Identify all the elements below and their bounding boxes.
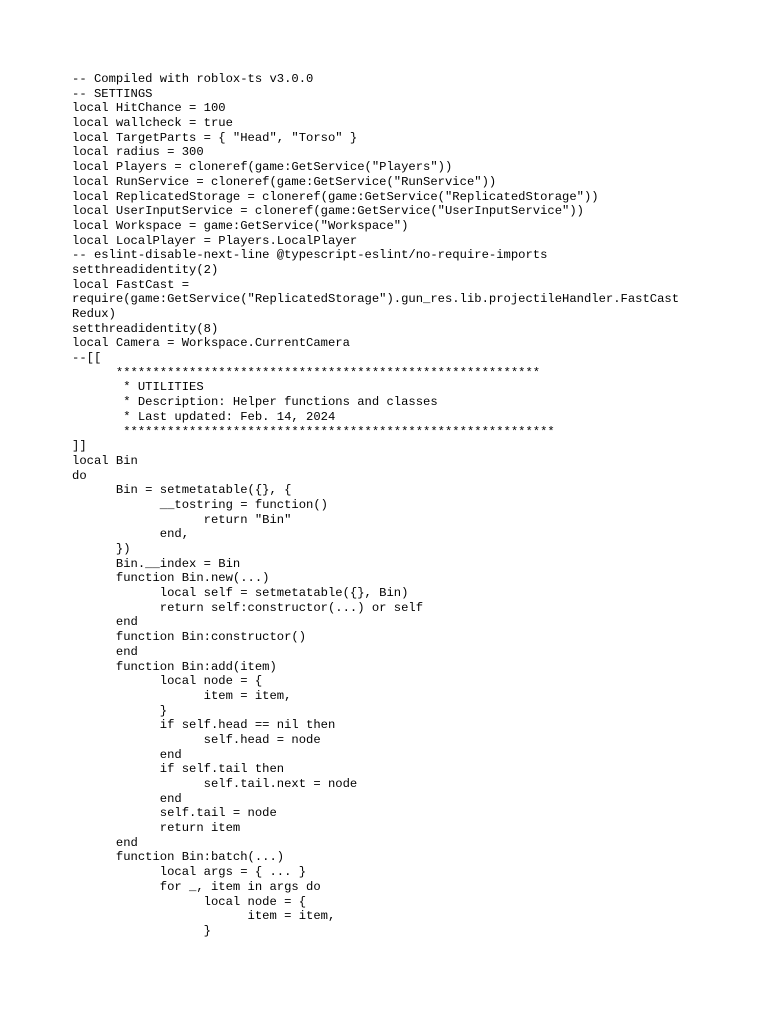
code-line: setthreadidentity(2) [72,262,219,277]
code-line: self.tail = node [72,806,277,821]
code-line: end [72,791,182,806]
code-line: -- SETTINGS [72,86,153,101]
code-line: do [72,468,87,483]
code-line: local HitChance = 100 [72,101,226,116]
code-line: if self.tail then [72,762,285,777]
code-line: ]] [72,439,87,454]
code-line: require(game:GetService("ReplicatedStorage").gun_res.lib.projectileHandler.FastCast [72,292,680,307]
code-line: -- eslint-disable-next-line @typescript-eslint/no-require-imports [72,248,548,263]
code-line: *********************************************************** [72,424,555,439]
code-line: local args = { ... } [72,865,307,880]
code-line: function Bin.new(...) [72,571,270,586]
code-line: if self.head == nil then [72,718,336,733]
code-line: local Workspace = game:GetService("Workspace") [72,218,409,233]
code-line: self.tail.next = node [72,777,358,791]
code-line: __tostring = function() [72,497,328,512]
code-line: local UserInputService = cloneref(game:GetService("UserInputService")) [72,204,584,219]
code-line: Bin.__index = Bin [72,556,241,571]
code-line: -- Compiled with roblox-ts v3.0.0 [72,72,314,86]
code-line: end [72,747,182,762]
code-line: item = item, [72,688,292,703]
code-line: local self = setmetatable({}, Bin) [72,586,409,601]
code-line: end [72,835,138,850]
code-line: local node = { [72,674,263,689]
code-line: return "Bin" [72,512,292,527]
code-line: local TargetParts = { "Head", "Torso" } [72,130,358,145]
code-line: * Last updated: Feb. 14, 2024 [72,409,336,424]
code-line: setthreadidentity(8) [72,321,219,336]
code-line: } [72,703,168,718]
code-line: }) [72,542,131,556]
code-line: return item [72,821,241,836]
code-line: local radius = 300 [72,145,204,160]
code-line: } [72,923,211,938]
document-page [72,72,712,939]
code-line: self.head = node [72,732,321,747]
code-line: local LocalPlayer = Players.LocalPlayer [72,233,358,248]
code-line: item = item, [72,909,336,924]
code-line: return self:constructor(...) or self [72,600,424,615]
code-line: end [72,615,138,630]
code-line: for _, item in args do [72,879,321,894]
code-line: local ReplicatedStorage = cloneref(game:GetService("ReplicatedStorage")) [72,189,599,204]
code-line: local FastCast = [72,277,190,292]
code-line: function Bin:batch(...) [72,850,285,865]
code-line: Bin = setmetatable({}, { [72,483,292,498]
code-line: * UTILITIES [72,380,204,395]
code-line: --[[ [72,351,102,366]
code-listing [72,72,712,939]
code-line: function Bin:add(item) [72,659,277,674]
code-line: local Bin [72,453,138,468]
code-line: local wallcheck = true [72,116,233,131]
code-line: ********************************************************** [72,365,541,380]
code-line: end, [72,527,190,542]
code-line: function Bin:constructor() [72,630,307,645]
code-line: Redux) [72,307,116,321]
code-line: end [72,644,138,659]
code-line: local Camera = Workspace.CurrentCamera [72,336,350,351]
code-line: local Players = cloneref(game:GetService("Players")) [72,160,453,175]
code-line: local node = { [72,894,307,909]
code-line: local RunService = cloneref(game:GetService("RunService")) [72,174,497,189]
code-line: * Description: Helper functions and classes [72,395,438,410]
